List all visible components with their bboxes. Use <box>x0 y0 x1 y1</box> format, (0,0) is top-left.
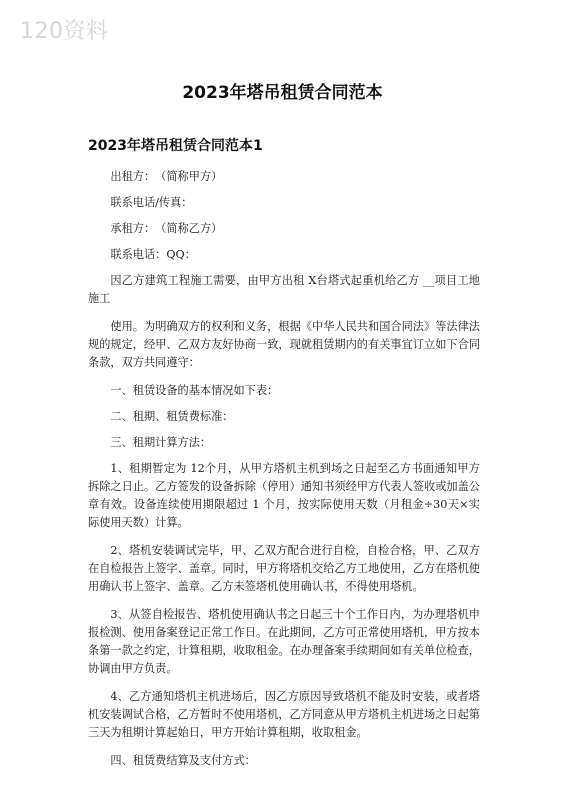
clause-heading-4: 四、租赁费结算及支付方式： <box>110 754 256 767</box>
document-body <box>88 168 480 778</box>
clause-3-item-4: 4、乙方通知塔机主机进场后，因乙方原因导致塔机不能及时安装，或者塔机安装调试合格，乙方暂时不使用塔机，乙方同意从甲方塔机主机进场之日起第三天为租期计算起始日，甲方开始计算租期，收取租金。 <box>88 690 480 739</box>
clause-heading-2: 二、租期、租赁费标准： <box>110 410 234 423</box>
clause-heading-1: 一、租赁设备的基本情况如下表： <box>110 384 279 397</box>
lessee-line: 承租方： （简称乙方） <box>110 222 223 235</box>
lessor-line: 出租方： （简称甲方） <box>110 170 223 183</box>
document-title: 2023年塔吊租赁合同范本 <box>182 83 383 103</box>
clause-heading-3: 三、租期计算方法： <box>110 436 212 449</box>
clause-3-item-1: 1、租期暂定为 12个月，从甲方塔机主机到场之日起至乙方书面通知甲方拆除之日止。乙方签发的设备拆除（停用）通知书须经甲方代表人签收或加盖公章有效。设备连续使用期限超过 1 个月，按实际使用天数（月租金÷30天×实际使用天数）计算。 <box>88 462 480 529</box>
watermark: 120资料 <box>20 19 109 44</box>
lessee-phone-line: 联系电话：QQ： <box>110 248 196 261</box>
purpose-paragraph: 使用。为明确双方的权利和义务，根据《中华人民共和国合同法》等法律法规的规定，经甲、乙双方友好协商一致，现就租赁期内的有关事宜订立如下合同条款，双方共同遵守： <box>88 320 480 369</box>
clause-3-item-2: 2、塔机安装调试完毕，甲、乙双方配合进行自检，自检合格，甲、乙双方在自检报告上签字、盖章。同时，甲方将塔机交给乙方工地使用，乙方在塔机使用确认书上签字、盖章。乙方未签塔机使用确认书，不得使用塔机。 <box>88 544 480 593</box>
section-title: 2023年塔吊租赁合同范本1 <box>88 138 263 154</box>
lessor-phone-line: 联系电话/传真： <box>110 196 193 209</box>
intro-paragraph: 因乙方建筑工程施工需要，由甲方出租 X台塔式起重机给乙方 __项目工地施工 <box>88 274 480 305</box>
clause-3-item-3: 3、从签自检报告、塔机使用确认书之日起三十个工作日内，为办理塔机申报检测、使用备案登记正常工作日。在此期间，乙方可正常使用塔机，甲方按本条第一款之约定，计算租期，收取租金。在办理备案手续期间如有关单位检查，协调由甲方负责。 <box>88 608 480 675</box>
